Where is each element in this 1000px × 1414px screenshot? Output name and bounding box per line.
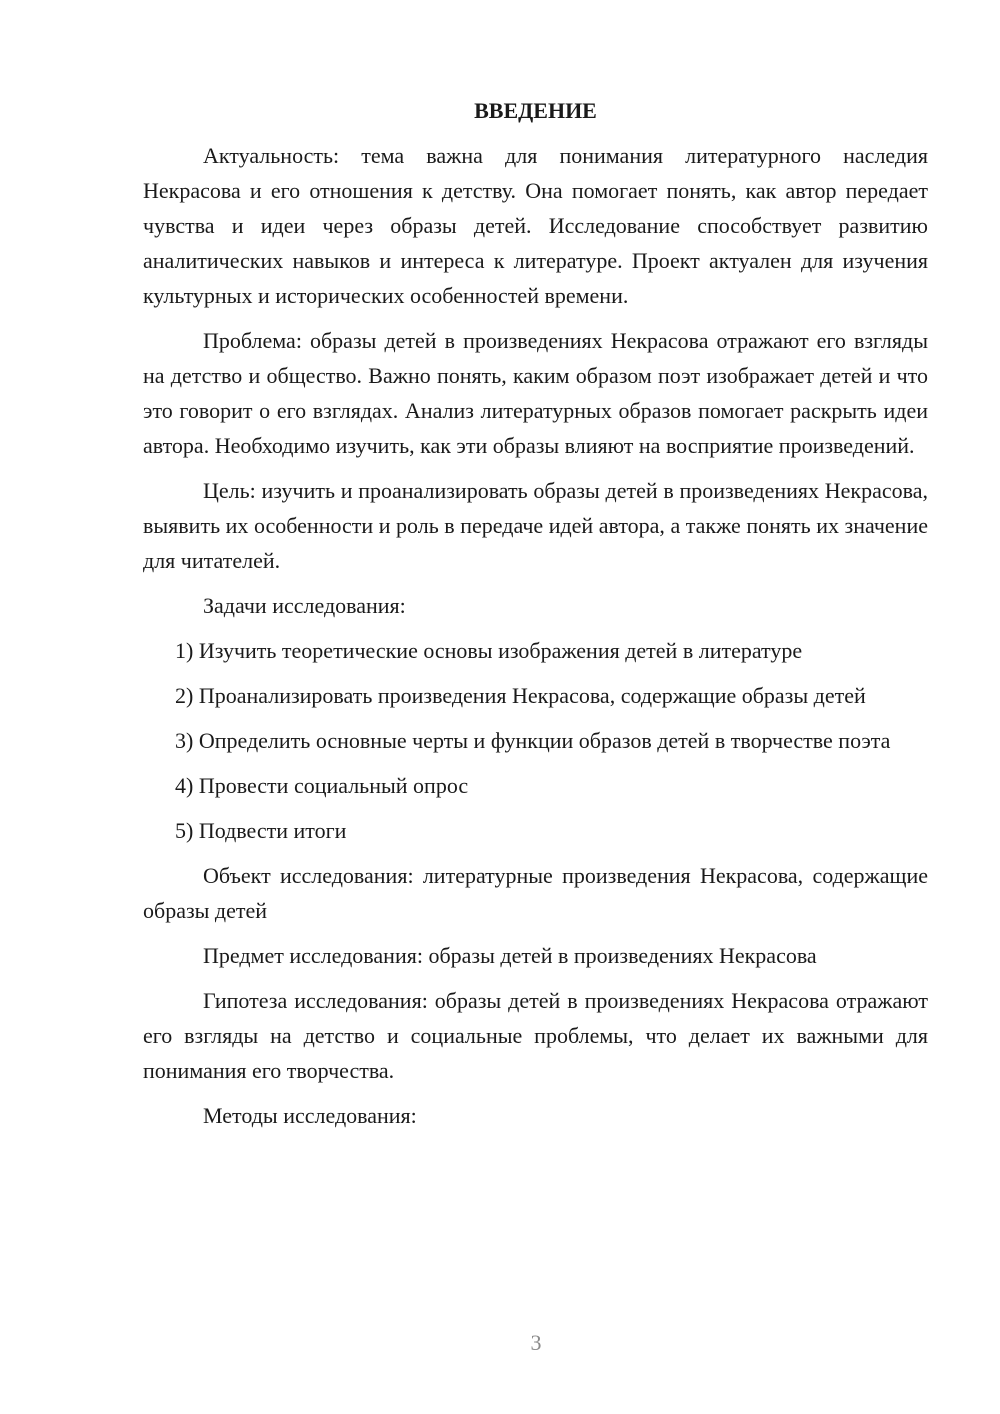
section-heading: ВВЕДЕНИЕ (474, 98, 597, 123)
tasks-title: Задачи исследования: (203, 593, 406, 618)
task-item: 5) Подвести итоги (175, 818, 347, 843)
problem-paragraph: Проблема: образы детей в произведениях Некрасова отражают его взгляды на детство и общество. Важно понять, каким образом поэт изображает детей и что это говорит о его взглядах. Анализ литературных образов помогает раскрыть идеи автора. Необходимо изучить, как эти образы влияют на восприятие произведений. (143, 328, 928, 458)
methods-title: Методы исследования: (203, 1103, 417, 1128)
page-number: 3 (530, 1330, 542, 1355)
subject-paragraph: Предмет исследования: образы детей в произведениях Некрасова (203, 943, 817, 968)
hypothesis-paragraph: Гипотеза исследования: образы детей в произведениях Некрасова отражают его взгляды на детство и социальные проблемы, что делает их важными для понимания его творчества. (143, 988, 928, 1083)
goal-paragraph: Цель: изучить и проанализировать образы детей в произведениях Некрасова, выявить их особенности и роль в передаче идей автора, а также понять их значение для читателей. (143, 478, 928, 573)
task-item: 3) Определить основные черты и функции образов детей в творчестве поэта (175, 728, 891, 753)
task-item: 1) Изучить теоретические основы изображения детей в литературе (175, 638, 803, 663)
page-content (143, 93, 928, 1143)
task-item: 2) Проанализировать произведения Некрасова, содержащие образы детей (175, 683, 866, 708)
relevance-paragraph: Актуальность: тема важна для понимания литературного наследия Некрасова и его отношения к детству. Она помогает понять, как автор передает чувства и идеи через образы детей. Исследование способствует развитию аналитических навыков и интереса к литературе. Проект актуален для изучения культурных и исторических особенностей времени. (143, 143, 928, 308)
task-item: 4) Провести социальный опрос (175, 773, 469, 798)
object-paragraph: Объект исследования: литературные произведения Некрасова, содержащие образы детей (143, 863, 928, 923)
